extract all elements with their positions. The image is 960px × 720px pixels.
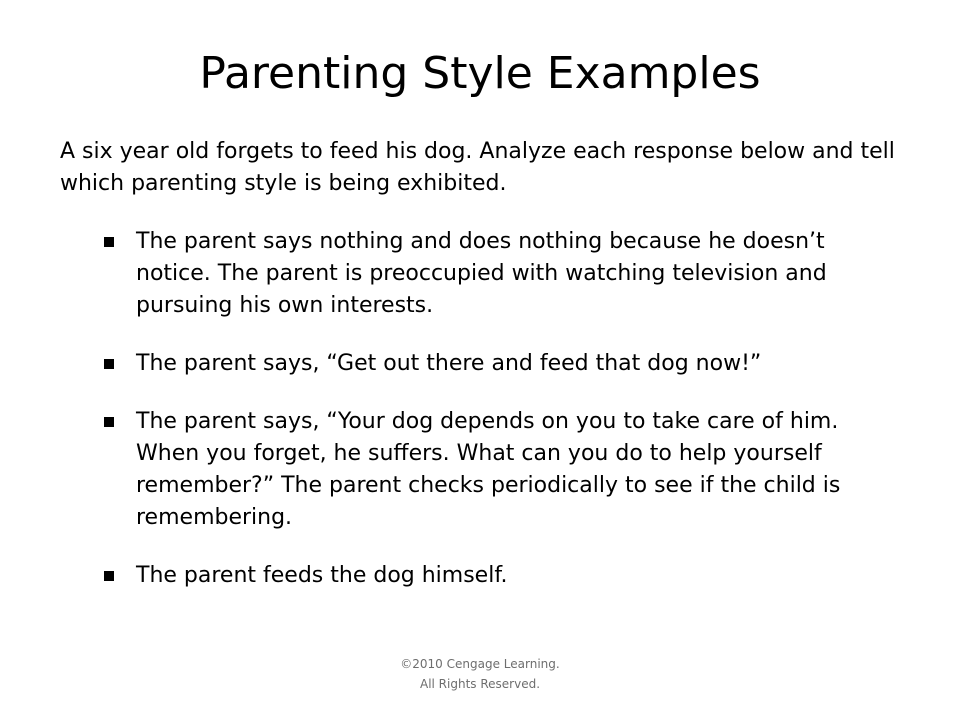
slide-title: Parenting Style Examples (199, 48, 761, 99)
response-list (104, 226, 904, 618)
square-bullet-icon (104, 417, 114, 427)
list-item-text: The parent says nothing and does nothing because he doesn’t notice. The parent is preoccupied with watching television and pursuing his own interests. (136, 229, 827, 318)
rights-line: All Rights Reserved. (419, 677, 541, 691)
list-item (104, 560, 904, 592)
intro-paragraph: A six year old forgets to feed his dog. Analyze each response below and tell which parenting style is being exhibited. (60, 139, 895, 196)
square-bullet-icon (104, 237, 114, 247)
square-bullet-icon (104, 571, 114, 581)
list-item (104, 226, 904, 322)
list-item (104, 348, 904, 380)
list-item-text: The parent says, “Your dog depends on you to take care of him. When you forget, he suffers. What can you do to help yourself remember?” The parent checks periodically to see if the child is remembering. (136, 409, 841, 530)
copyright-footer (330, 654, 630, 694)
list-item (104, 406, 904, 534)
square-bullet-icon (104, 359, 114, 369)
copyright-line: ©2010 Cengage Learning. (400, 657, 560, 671)
list-item-text: The parent feeds the dog himself. (136, 563, 508, 588)
list-item-text: The parent says, “Get out there and feed that dog now!” (136, 351, 762, 376)
